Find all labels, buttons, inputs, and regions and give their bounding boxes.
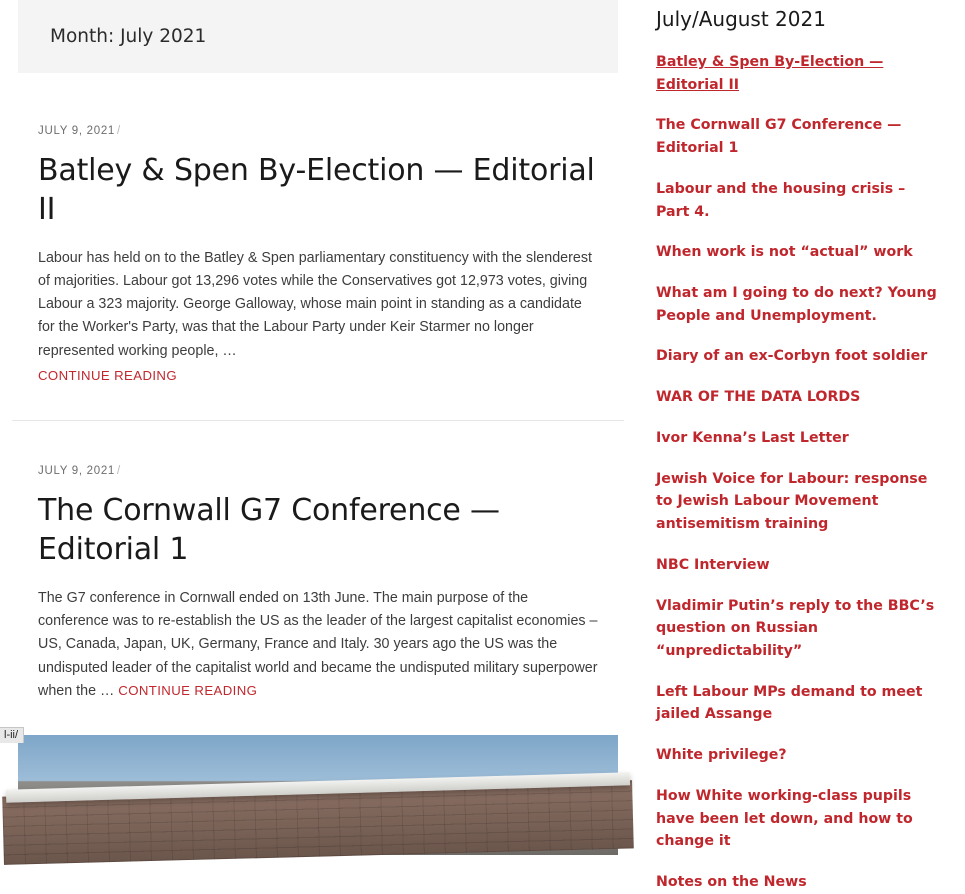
sidebar-link[interactable]: WAR OF THE DATA LORDS	[656, 389, 861, 406]
post-featured-image	[18, 735, 618, 855]
continue-reading-link[interactable]: CONTINUE READING	[118, 682, 258, 698]
sidebar-title: July/August 2021	[656, 7, 826, 31]
post-excerpt	[38, 587, 598, 703]
list-item[interactable]	[656, 744, 941, 767]
sidebar-link[interactable]: Notes on the News	[656, 873, 807, 890]
page-title: Month: July 2021	[50, 26, 207, 47]
list-item[interactable]	[656, 345, 941, 368]
sidebar-link[interactable]: What am I going to do next? Young People and Unemployment.	[656, 285, 937, 324]
post-title[interactable]	[38, 491, 598, 569]
status-bar: l-ii/	[0, 727, 24, 743]
list-item[interactable]	[656, 51, 941, 96]
sidebar	[636, 0, 965, 890]
list-item[interactable]	[656, 386, 941, 409]
list-item[interactable]	[656, 595, 941, 663]
meta-separator: /	[117, 465, 121, 478]
list-item[interactable]	[656, 427, 941, 450]
list-item[interactable]	[656, 871, 941, 894]
sidebar-link[interactable]: When work is not “actual” work	[656, 244, 913, 261]
sidebar-link[interactable]: NBC Interview	[656, 556, 770, 573]
sidebar-link[interactable]: Ivor Kenna’s Last Letter	[656, 429, 849, 446]
post-date-text: JULY 9, 2021	[38, 465, 116, 478]
sidebar-link[interactable]: How White working-class pupils have been let down, and how to change it	[656, 787, 913, 850]
sidebar-link[interactable]: Vladimir Putin’s reply to the BBC’s question on Russian “unpredictability”	[656, 597, 935, 659]
post-date-text: JULY 9, 2021	[38, 125, 116, 137]
list-item[interactable]	[656, 681, 941, 726]
post-date	[38, 125, 598, 137]
sidebar-link[interactable]: Labour and the housing crisis – Part 4.	[656, 180, 906, 220]
post-title-link[interactable]: Batley & Spen By-Election — Editorial II	[38, 153, 595, 227]
sidebar-link[interactable]: Batley & Spen By-Election — Editorial II	[656, 54, 884, 93]
meta-separator: /	[117, 125, 121, 137]
list-item[interactable]	[656, 468, 941, 536]
list-item[interactable]	[656, 282, 941, 327]
list-item[interactable]	[656, 178, 941, 223]
post-excerpt	[38, 247, 598, 386]
post-excerpt-text: The G7 conference in Cornwall ended on 13th June. The main purpose of the conference was to re-establish the US as the leader of the largest capitalist economies – US, Canada, Japan, UK, Germany, France and Italy. 30 years ago the US was the undisputed leader of the capitalist world and became the undisputed military superpower when the …	[38, 590, 598, 699]
sidebar-link[interactable]: Jewish Voice for Labour: response to Jewish Labour Movement antisemitism training	[656, 470, 928, 533]
post-item	[0, 73, 636, 386]
sidebar-link[interactable]: White privilege?	[656, 747, 787, 764]
sidebar-link[interactable]: Left Labour MPs demand to meet jailed Assange	[656, 683, 923, 723]
continue-reading-link[interactable]: CONTINUE READING	[38, 367, 178, 383]
sidebar-link[interactable]: The Cornwall G7 Conference — Editorial 1	[656, 117, 902, 157]
archive-header	[18, 0, 618, 73]
post-excerpt-text: Labour has held on to the Batley & Spen parliamentary constituency with the slenderest of majorities. Labour got 13,296 votes while the Conservatives got 12,973 votes, giving Labour a 323 majority. George Galloway, whose main point in standing as a candidate for the Worker's Party, was that the Labour Party under Keir Starmer no longer represented working people, …	[38, 250, 592, 359]
sidebar-link[interactable]: Diary of an ex-Corbyn foot soldier	[656, 348, 928, 365]
list-item[interactable]	[656, 114, 941, 159]
post-date	[38, 465, 598, 477]
post-title[interactable]	[38, 151, 598, 229]
list-item[interactable]	[656, 241, 941, 264]
sidebar-article-list	[656, 51, 941, 894]
list-item[interactable]	[656, 554, 941, 577]
list-item[interactable]	[656, 785, 941, 853]
post-title-link[interactable]: The Cornwall G7 Conference — Editorial 1	[38, 493, 500, 568]
post-item	[0, 421, 636, 703]
